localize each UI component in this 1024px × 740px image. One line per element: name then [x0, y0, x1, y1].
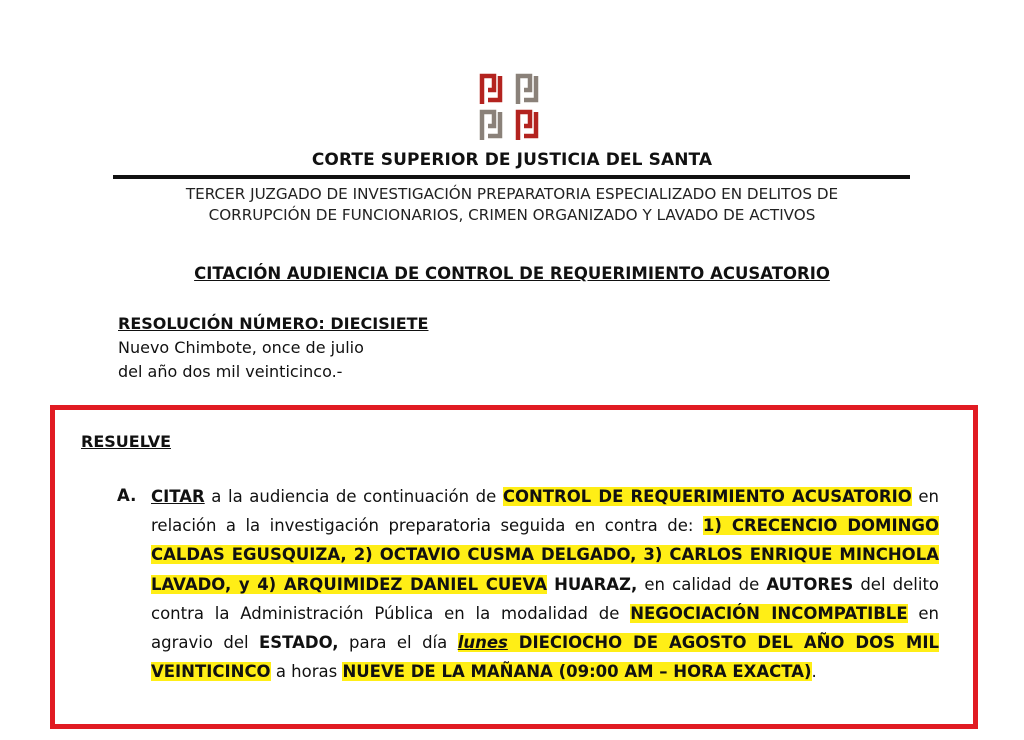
court-subtitle [0, 184, 1024, 226]
estado-keyword: ESTADO, [259, 633, 339, 653]
text-segment: en calidad de [637, 574, 767, 594]
accused-list-end: HUARAZ, [554, 574, 638, 594]
document-title: CITACIÓN AUDIENCIA DE CONTROL DE REQUERIMIENTO ACUSATORIO [194, 264, 830, 283]
text-segment: para el día [338, 633, 458, 653]
header-divider [113, 175, 910, 179]
crime-highlight: NEGOCIACIÓN INCOMPATIBLE [630, 603, 908, 623]
resolve-heading: RESUELVE [81, 432, 171, 451]
hearing-type-highlight: CONTROL DE REQUERIMIENTO ACUSATORIO [502, 487, 912, 506]
resolve-box [50, 405, 978, 729]
text-segment: en relación a la investigación preparatoria seguida en contra de: [151, 487, 940, 536]
hearing-time-highlight: NUEVE DE LA MAÑANA (09:00 AM – HORA EXACTA) [342, 662, 812, 682]
resolution-place-date-line1: Nuevo Chimbote, once de julio [118, 338, 364, 357]
court-subtitle-line1: TERCER JUZGADO DE INVESTIGACIÓN PREPARATORIA ESPECIALIZADO EN DELITOS DE [185, 185, 839, 203]
hearing-day: lunes [457, 633, 508, 653]
citar-keyword: CITAR [151, 487, 205, 506]
court-logo-icon [478, 72, 548, 142]
accused-list-highlight: 1) CRECENCIO DOMINGO CALDAS EGUSQUIZA, 2) OCTAVIO CUSMA DELGADO, 3) CARLOS ENRIQUE MINCHOLA LAVADO, y 4) ARQUIMIDEZ DANIEL CUEVA [151, 516, 939, 594]
hearing-date: DIECIOCHO DE AGOSTO DEL AÑO DOS MIL VEINTICINCO [151, 633, 939, 682]
text-segment: del delito contra la Administración Pública en la modalidad de [151, 574, 940, 623]
resolution-block [118, 312, 428, 384]
resolve-paragraph [151, 482, 939, 686]
text-segment: en agravio del [151, 603, 939, 653]
item-letter: A. [117, 486, 137, 505]
text-segment: a horas [270, 662, 343, 682]
resolution-number: RESOLUCIÓN NÚMERO: DIECISIETE [118, 314, 429, 333]
autores-keyword: AUTORES [766, 574, 854, 594]
resolution-place-date-line2: del año dos mil veinticinco.- [118, 362, 343, 381]
court-name: CORTE SUPERIOR DE JUSTICIA DEL SANTA [311, 150, 713, 170]
text-segment: a la audiencia de continuación de [204, 487, 503, 506]
text-segment: . [811, 662, 817, 682]
court-subtitle-line2: CORRUPCIÓN DE FUNCIONARIOS, CRIMEN ORGANIZADO Y LAVADO DE ACTIVOS [208, 206, 816, 224]
